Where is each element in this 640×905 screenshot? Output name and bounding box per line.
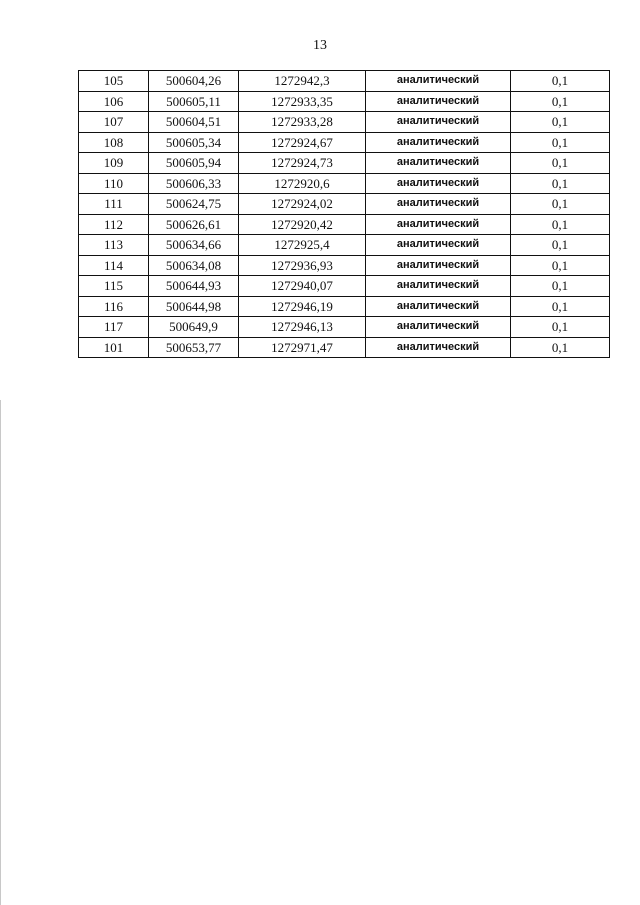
x-coordinate-cell: 500653,77 (149, 337, 239, 358)
method-cell: аналитический (366, 276, 511, 297)
table-row (79, 276, 610, 297)
method-cell: аналитический (366, 337, 511, 358)
point-number-cell: 116 (79, 296, 149, 317)
x-coordinate-cell: 500634,08 (149, 255, 239, 276)
x-coordinate-cell: 500604,51 (149, 112, 239, 133)
point-number-cell: 117 (79, 317, 149, 338)
coordinates-table-body (79, 71, 610, 358)
x-coordinate-cell: 500605,94 (149, 153, 239, 174)
accuracy-cell: 0,1 (511, 112, 610, 133)
table-row (79, 235, 610, 256)
x-coordinate-cell: 500624,75 (149, 194, 239, 215)
method-cell: аналитический (366, 173, 511, 194)
y-coordinate-cell: 1272924,67 (239, 132, 366, 153)
point-number-cell: 111 (79, 194, 149, 215)
x-coordinate-cell: 500644,93 (149, 276, 239, 297)
table-row (79, 153, 610, 174)
x-coordinate-cell: 500644,98 (149, 296, 239, 317)
y-coordinate-cell: 1272920,6 (239, 173, 366, 194)
point-number-cell: 115 (79, 276, 149, 297)
method-cell: аналитический (366, 214, 511, 235)
table-row (79, 173, 610, 194)
y-coordinate-cell: 1272946,19 (239, 296, 366, 317)
point-number-cell: 110 (79, 173, 149, 194)
y-coordinate-cell: 1272925,4 (239, 235, 366, 256)
x-coordinate-cell: 500626,61 (149, 214, 239, 235)
method-cell: аналитический (366, 255, 511, 276)
y-coordinate-cell: 1272946,13 (239, 317, 366, 338)
y-coordinate-cell: 1272936,93 (239, 255, 366, 276)
point-number-cell: 108 (79, 132, 149, 153)
y-coordinate-cell: 1272933,28 (239, 112, 366, 133)
accuracy-cell: 0,1 (511, 276, 610, 297)
point-number-cell: 109 (79, 153, 149, 174)
accuracy-cell: 0,1 (511, 132, 610, 153)
accuracy-cell: 0,1 (511, 173, 610, 194)
x-coordinate-cell: 500606,33 (149, 173, 239, 194)
y-coordinate-cell: 1272933,35 (239, 91, 366, 112)
method-cell: аналитический (366, 235, 511, 256)
scan-edge-line (0, 400, 1, 905)
accuracy-cell: 0,1 (511, 214, 610, 235)
accuracy-cell: 0,1 (511, 317, 610, 338)
x-coordinate-cell: 500605,11 (149, 91, 239, 112)
method-cell: аналитический (366, 132, 511, 153)
x-coordinate-cell: 500604,26 (149, 71, 239, 92)
accuracy-cell: 0,1 (511, 91, 610, 112)
coordinates-table (78, 70, 610, 358)
table-row (79, 337, 610, 358)
x-coordinate-cell: 500634,66 (149, 235, 239, 256)
point-number-cell: 112 (79, 214, 149, 235)
table-row (79, 317, 610, 338)
point-number-cell: 114 (79, 255, 149, 276)
accuracy-cell: 0,1 (511, 235, 610, 256)
method-cell: аналитический (366, 153, 511, 174)
table-row (79, 194, 610, 215)
point-number-cell: 105 (79, 71, 149, 92)
accuracy-cell: 0,1 (511, 194, 610, 215)
x-coordinate-cell: 500649,9 (149, 317, 239, 338)
table-row (79, 255, 610, 276)
accuracy-cell: 0,1 (511, 337, 610, 358)
y-coordinate-cell: 1272940,07 (239, 276, 366, 297)
accuracy-cell: 0,1 (511, 71, 610, 92)
point-number-cell: 113 (79, 235, 149, 256)
accuracy-cell: 0,1 (511, 153, 610, 174)
table-row (79, 91, 610, 112)
y-coordinate-cell: 1272971,47 (239, 337, 366, 358)
y-coordinate-cell: 1272920,42 (239, 214, 366, 235)
table-row (79, 71, 610, 92)
point-number-cell: 106 (79, 91, 149, 112)
method-cell: аналитический (366, 296, 511, 317)
method-cell: аналитический (366, 317, 511, 338)
accuracy-cell: 0,1 (511, 255, 610, 276)
table-row (79, 132, 610, 153)
table-row (79, 112, 610, 133)
table-row (79, 296, 610, 317)
y-coordinate-cell: 1272924,02 (239, 194, 366, 215)
table-row (79, 214, 610, 235)
x-coordinate-cell: 500605,34 (149, 132, 239, 153)
method-cell: аналитический (366, 112, 511, 133)
accuracy-cell: 0,1 (511, 296, 610, 317)
method-cell: аналитический (366, 71, 511, 92)
method-cell: аналитический (366, 91, 511, 112)
point-number-cell: 101 (79, 337, 149, 358)
point-number-cell: 107 (79, 112, 149, 133)
method-cell: аналитический (366, 194, 511, 215)
page-number: 13 (313, 38, 327, 53)
y-coordinate-cell: 1272924,73 (239, 153, 366, 174)
y-coordinate-cell: 1272942,3 (239, 71, 366, 92)
